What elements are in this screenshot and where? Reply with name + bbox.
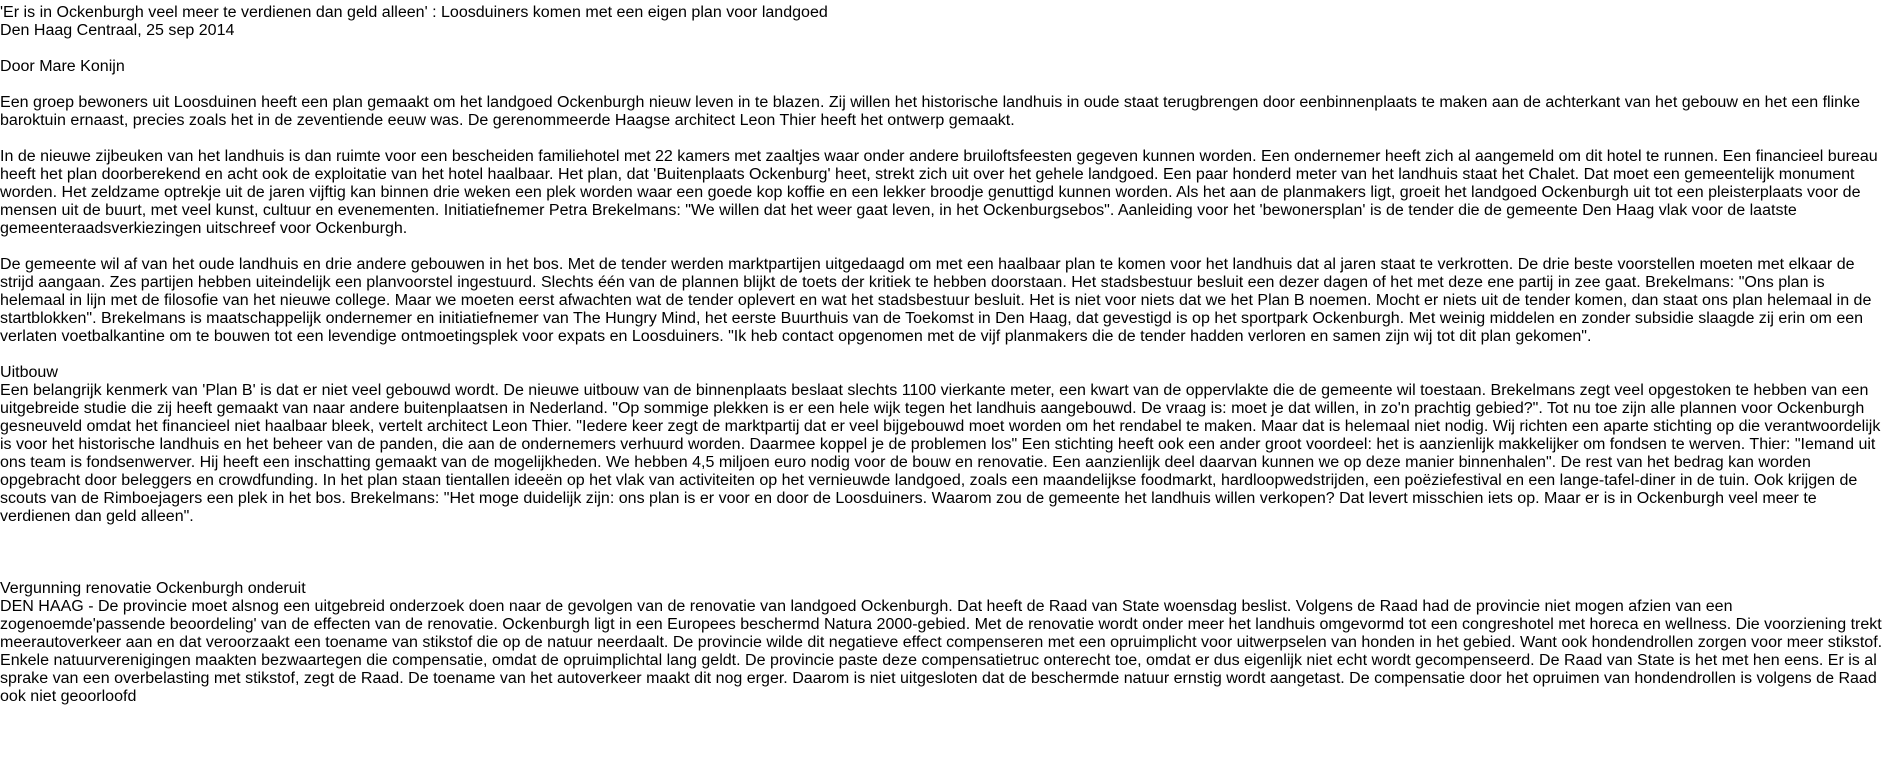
paragraph-tender: De gemeente wil af van het oude landhuis en drie andere gebouwen in het bos. Met de tender werden marktpartijen uitgedaagd om met een haalbaar plan te komen voor het landhuis dat al jaren staat te verkrotten. De drie beste voorstellen moeten met elkaar de strijd aangaan. Zes partijen hebben uiteindelijk een planvoorstel ingestuurd. Slechts één van de plannen blijkt de toets der kritiek te hebben doorstaan. Het stadsbestuur besluit een dezer dagen of het met deze ene partij in zee gaat. Brekelmans: "Ons plan is helemaal in lijn met de filosofie van het nieuwe college. Maar we moeten eerst afwachten wat de tender oplevert en wat het stadsbestuur besluit. Het is niet voor niets dat we het Plan B noemen. Mocht er niets uit de tender komen, dan staat ons plan helemaal in de startblokken". Brekelmans is maatschappelijk ondernemer en initiatiefnemer van The Hungry Mind, het eerste Buurthuis van de Toekomst in Den Haag, dat gevestigd is op het sportpark Ockenburgh. Met weinig middelen en zonder subsidie slaagde zij erin om een verlaten voetbalkantine om te bouwen tot een levendige ontmoetingsplek voor expats en Loosduiners. "Ik heb contact opgenomen met de vijf planmakers die de tender hadden verloren en samen zijn wij tot dit plan gekomen". bbox=[0, 255, 1872, 345]
document-body bbox=[0, 3, 1884, 705]
paragraph-intro: Een groep bewoners uit Loosduinen heeft een plan gemaakt om het landgoed Ockenburgh nieuw leven in te blazen. Zij willen het historische landhuis in oude staat terugbrengen door eenbinnenplaats te maken aan de achterkant van het gebouw en het een flinke baroktuin ernaast, precies zoals het in de zeventiende eeuw was. De gerenommeerde Haagse architect Leon Thier heeft het ontwerp gemaakt. bbox=[0, 93, 1861, 129]
author-byline: Door Mare Konijn bbox=[0, 57, 125, 75]
second-article-body: DEN HAAG - De provincie moet alsnog een uitgebreid onderzoek doen naar de gevolgen van de renovatie van landgoed Ockenburgh. Dat heeft de Raad van State woensdag beslist. Volgens de Raad had de provincie niet mogen afzien van een zogenoemde'passende beoordeling' van de effecten van de renovatie. Ockenburgh ligt in een Europees beschermd Natura 2000-gebied. Met de renovatie wordt onder meer het landhuis omgevormd tot een congreshotel met horeca en wellness. Die voorziening trekt meerautoverkeer aan en dat veroorzaakt een toename van stikstof die op de natuur neerdaalt. De provincie wilde dit negatieve effect compenseren met een opruimplicht voor uitwerpselen van honden in het gebied. Want ook hondendrollen zorgen voor meer stikstof. Enkele natuurverenigingen maakten bezwaartegen die compensatie, omdat de opruimplichtal lang geldt. De provincie paste deze compensatietruc onterecht toe, omdat er dus eigenlijk niet echt wordt gecompenseerd. De Raad van State is het met hen eens. Er is al sprake van een overbelasting met stikstof, zegt de Raad. De toename van het autoverkeer maakt dit nog erger. Daarom is niet uitgesloten dat de beschermde natuur ernstig wordt aangetast. De compensatie door het opruimen van hondendrollen is volgens de Raad ook niet geoorloofd bbox=[0, 597, 1883, 705]
article-headline: 'Er is in Ockenburgh veel meer te verdienen dan geld alleen' : Loosduiners komen met een eigen plan voor landgoed bbox=[0, 3, 828, 21]
spacer bbox=[0, 345, 1884, 363]
spacer bbox=[0, 129, 1884, 147]
spacer bbox=[0, 75, 1884, 93]
section-heading: Uitbouw bbox=[0, 363, 58, 381]
paragraph-uitbouw: Een belangrijk kenmerk van 'Plan B' is dat er niet veel gebouwd wordt. De nieuwe uitbouw van de binnenplaats beslaat slechts 1100 vierkante meter, een kwart van de oppervlakte die de gemeente wil toestaan. Brekelmans zegt veel opgestoken te hebben van een uitgebreide studie die zij heeft gemaakt van naar andere buitenplaatsen in Nederland. "Op sommige plekken is er een hele wijk tegen het landhuis aangebouwd. De vraag is: moet je dat willen, in zo'n prachtig gebied?". Tot nu toe zijn alle plannen voor Ockenburgh gesneuveld omdat het financieel niet haalbaar bleek, vertelt architect Leon Thier. "Iedere keer zegt de marktpartij dat er veel bijgebouwd moet worden om het rendabel te maken. Maar dat is helemaal niet nodig. Wij richten een aparte stichting op die verantwoordelijk is voor het historische landhuis en het beheer van de panden, die aan de ondernemers verhuurd worden. Daarmee koppel je de problemen los" Een stichting heeft ook een ander groot voordeel: het is aanzienlijk makkelijker om fondsen te werven. Thier: "Iemand uit ons team is fondsenwerver. Hij heeft een inschatting gemaakt van de mogelijkheden. We hebben 4,5 miljoen euro nodig voor de bouw en renovatie. Een aanzienlijk deel daarvan kunnen we op deze manier binnenhalen". De rest van het bedrag kan worden opgebracht door beleggers en crowdfunding. In het plan staan tientallen ideeën op het vlak van activiteiten op het vernieuwde landgoed, zoals een maandelijkse foodmarkt, hardloopwedstrijden, een poëziefestival en een lange-tafel-diner in de tuin. Ook krijgen de scouts van de Rimboejagers een plek in het bos. Brekelmans: "Het moge duidelijk zijn: ons plan is er voor en door de Loosduiners. Waarom zou de gemeente het landhuis willen verkopen? Dat levert misschien iets op. Maar er is in Ockenburgh veel meer te verdienen dan geld alleen". bbox=[0, 381, 1881, 525]
source-date: Den Haag Centraal, 25 sep 2014 bbox=[0, 21, 235, 39]
spacer bbox=[0, 525, 1884, 579]
spacer bbox=[0, 237, 1884, 255]
second-article-headline: Vergunning renovatie Ockenburgh onderuit bbox=[0, 579, 306, 597]
paragraph-hotel-plan: In de nieuwe zijbeuken van het landhuis is dan ruimte voor een bescheiden familiehotel met 22 kamers met zaaltjes waar onder andere bruiloftsfeesten gegeven kunnen worden. Een ondernemer heeft zich al aangemeld om dit hotel te runnen. Een financieel bureau heeft het plan doorberekend en acht ook de exploitatie van het hotel haalbaar. Het plan, dat 'Buitenplaats Ockenburg' heet, strekt zich uit over het gehele landgoed. Een paar honderd meter van het landhuis staat het Chalet. Dat moet een gemeentelijk monument worden. Het zeldzame optrekje uit de jaren vijftig kan binnen drie weken een plek worden waar een goede kop koffie en een lekker broodje genuttigd kunnen worden. Als het aan de planmakers ligt, groeit het landgoed Ockenburgh uit tot een pleisterplaats voor de mensen uit de buurt, met veel kunst, cultuur en evenementen. Initiatiefnemer Petra Brekelmans: "We willen dat het weer gaat leven, in het Ockenburgsebos". Aanleiding voor het 'bewonersplan' is de tender die de gemeente Den Haag vlak voor de laatste gemeenteraadsverkiezingen uitschreef voor Ockenburgh. bbox=[0, 147, 1878, 237]
spacer bbox=[0, 39, 1884, 57]
